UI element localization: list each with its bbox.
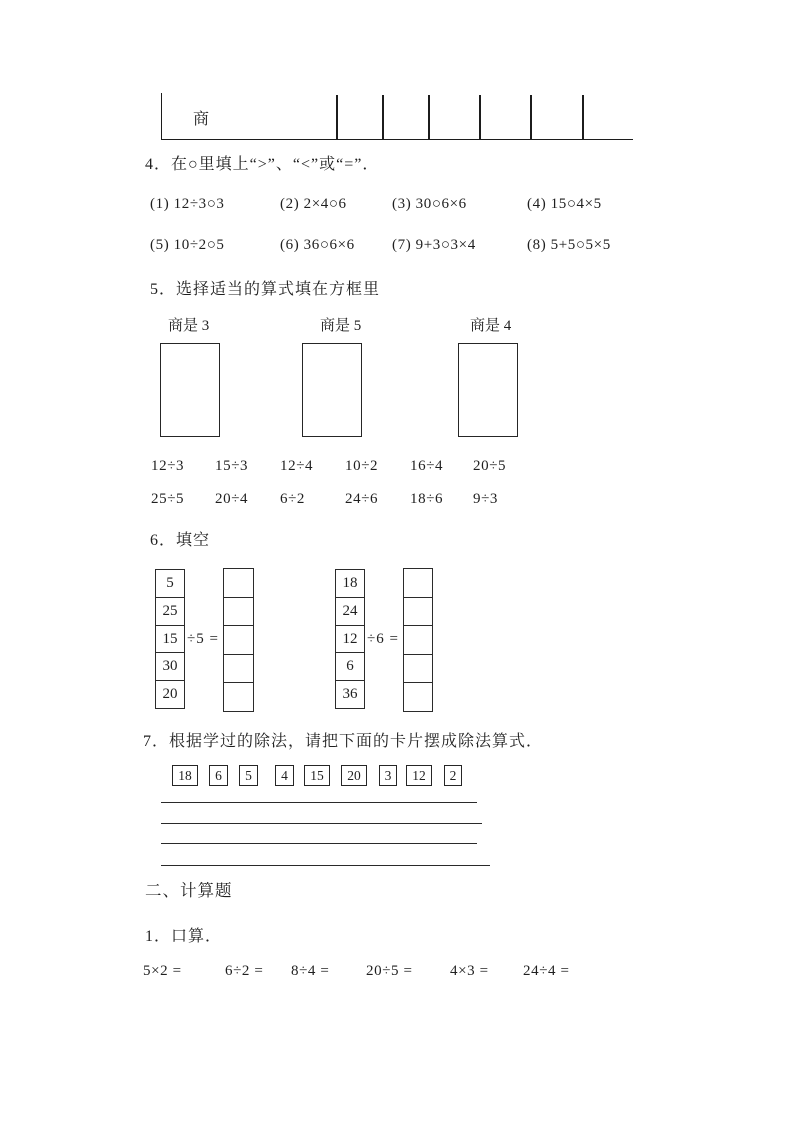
section2-sub1-heading: 1．口算． xyxy=(145,928,223,945)
q6-dividend-cell: 5 xyxy=(156,570,184,598)
q6-dividend-cell: 15 xyxy=(156,626,184,654)
q7-heading: 7．根据学过的除法，请把下面的卡片摆成除法算式． xyxy=(143,733,544,750)
table-column-divider xyxy=(428,95,430,139)
q5-option: 18÷6 xyxy=(410,491,444,507)
q6-answer-cell xyxy=(224,655,253,684)
q6-dividend-cell: 18 xyxy=(336,570,364,598)
q4-item-5: (5) 10÷2○5 xyxy=(150,237,225,253)
section2-heading: 二、计算题 xyxy=(145,881,233,900)
q6-answer-cell xyxy=(404,598,432,627)
q5-answer-box-2 xyxy=(302,343,362,437)
q7-card: 5 xyxy=(239,765,258,786)
oral-calc-item: 8÷4 = xyxy=(291,963,330,979)
q6-dividend-cell: 25 xyxy=(156,598,184,626)
q5-heading: 5．选择适当的算式填在方框里 xyxy=(150,281,381,298)
q5-option: 16÷4 xyxy=(410,458,444,474)
q7-card: 20 xyxy=(341,765,367,786)
q6-dividend-cell: 6 xyxy=(336,653,364,681)
q4-item-7: (7) 9+3○3×4 xyxy=(392,237,476,253)
q5-option: 25÷5 xyxy=(151,491,185,507)
q4-item-1: (1) 12÷3○3 xyxy=(150,196,225,212)
q5-option: 6÷2 xyxy=(280,491,306,507)
q4-item-2: (2) 2×4○6 xyxy=(280,196,347,212)
q7-card: 4 xyxy=(275,765,294,786)
q7-answer-line xyxy=(161,843,477,844)
q5-option: 24÷6 xyxy=(345,491,379,507)
q6-heading: 6．填空 xyxy=(150,532,211,549)
q4-item-3: (3) 30○6×6 xyxy=(392,196,467,212)
q5-option: 12÷4 xyxy=(280,458,314,474)
oral-calc-item: 24÷4 = xyxy=(523,963,570,979)
quotient-row-label: 商 xyxy=(193,111,210,128)
q4-item-4: (4) 15○4×5 xyxy=(527,196,602,212)
table-column-divider xyxy=(582,95,584,139)
q5-option: 20÷4 xyxy=(215,491,249,507)
q6-dividend-column-1 xyxy=(155,569,185,709)
q5-option: 20÷5 xyxy=(473,458,507,474)
q7-card: 15 xyxy=(304,765,330,786)
q4-item-6: (6) 36○6×6 xyxy=(280,237,355,253)
q6-dividend-cell: 24 xyxy=(336,598,364,626)
q7-card: 2 xyxy=(444,765,462,786)
q5-option: 10÷2 xyxy=(345,458,379,474)
q7-card: 6 xyxy=(209,765,228,786)
q4-item-8: (8) 5+5○5×5 xyxy=(527,237,611,253)
q5-answer-box-3 xyxy=(458,343,518,437)
q6-answer-cell xyxy=(404,655,432,684)
oral-calc-item: 4×3 = xyxy=(450,963,489,979)
q5-option: 12÷3 xyxy=(151,458,185,474)
oral-calc-item: 6÷2 = xyxy=(225,963,264,979)
q7-card: 18 xyxy=(172,765,198,786)
q7-answer-line xyxy=(161,823,482,824)
oral-calc-item: 20÷5 = xyxy=(366,963,413,979)
q6-operator-2: ÷6 = xyxy=(367,631,399,647)
q6-answer-cell xyxy=(224,598,253,627)
q6-answer-cell xyxy=(404,683,432,711)
table-column-divider xyxy=(382,95,384,139)
q5-answer-box-1 xyxy=(160,343,220,437)
q6-dividend-cell: 12 xyxy=(336,626,364,654)
q5-option: 9÷3 xyxy=(473,491,499,507)
q7-answer-line xyxy=(161,865,490,866)
q6-answer-cell xyxy=(404,626,432,655)
table-column-divider xyxy=(530,95,532,139)
quotient-table xyxy=(161,93,633,140)
q5-quotient-label-2: 商是 5 xyxy=(320,318,362,334)
table-column-divider xyxy=(336,95,338,139)
q6-answer-cell xyxy=(224,626,253,655)
q6-answer-column-2 xyxy=(403,568,433,712)
q6-dividend-cell: 20 xyxy=(162,686,178,703)
q6-dividend-cell: 30 xyxy=(156,653,184,681)
q5-quotient-label-1: 商是 3 xyxy=(168,318,210,334)
q6-dividend-cell: 36 xyxy=(342,686,358,703)
q6-answer-cell xyxy=(404,569,432,598)
q6-answer-cell xyxy=(224,569,253,598)
q5-option: 15÷3 xyxy=(215,458,249,474)
q6-dividend-column-2 xyxy=(335,569,365,709)
q7-card: 12 xyxy=(406,765,432,786)
q5-quotient-label-3: 商是 4 xyxy=(470,318,512,334)
q6-answer-cell xyxy=(224,683,253,711)
q7-answer-line xyxy=(161,802,477,803)
q6-answer-column-1 xyxy=(223,568,254,712)
q6-operator-1: ÷5 = xyxy=(187,631,219,647)
q4-heading: 4．在○里填上“>”、“<”或“=”． xyxy=(145,156,380,173)
table-column-divider xyxy=(479,95,481,139)
oral-calc-item: 5×2 = xyxy=(143,963,182,979)
q7-card: 3 xyxy=(379,765,397,786)
